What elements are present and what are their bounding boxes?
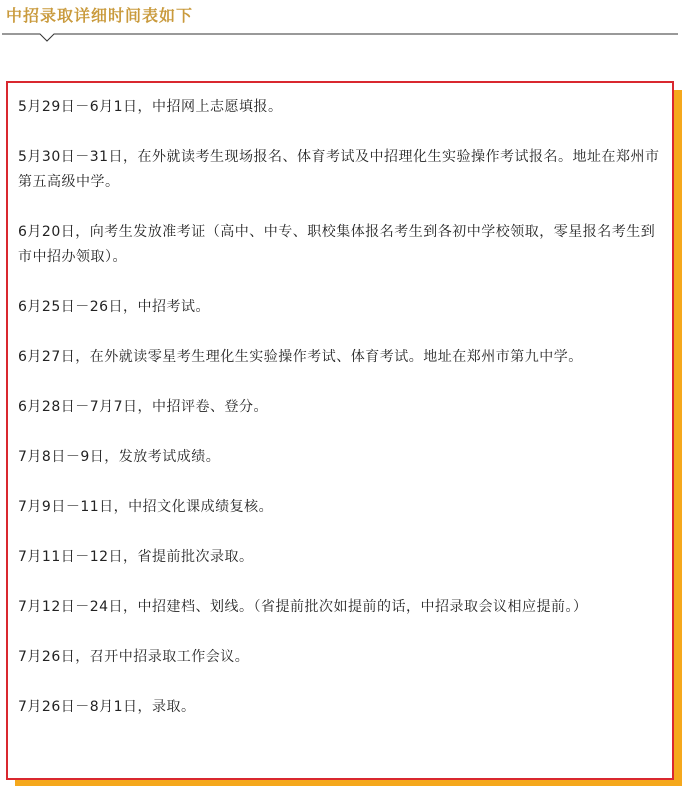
schedule-item: 7月12日－24日，中招建档、划线。（省提前批次如提前的话，中招录取会议相应提前。） [18,599,588,615]
schedule-item: 6月20日，向考生发放准考证（高中、中专、职校集体报名考生到各初中学校领取，零星报名考生到市中招办领取）。 [18,224,656,265]
schedule-panel [6,81,674,780]
schedule-item: 6月28日－7月7日，中招评卷、登分。 [18,399,269,415]
section-header [0,0,689,48]
schedule-item: 7月8日－9日，发放考试成绩。 [18,449,221,465]
schedule-item: 5月30日－31日，在外就读考生现场报名、体育考试及中招理化生实验操作考试报名。地址在郑州市第五高级中学。 [18,149,660,190]
schedule-item: 5月29日－6月1日，中招网上志愿填报。 [18,99,283,115]
schedule-item: 6月25日－26日，中招考试。 [18,299,211,315]
schedule-item: 7月26日－8月1日，录取。 [18,699,196,715]
schedule-item: 7月11日－12日，省提前批次录取。 [18,549,254,565]
schedule-item: 7月26日，召开中招录取工作会议。 [18,649,250,665]
section-title: 中招录取详细时间表如下 [6,6,194,25]
schedule-item: 7月9日－11日，中招文化课成绩复核。 [18,499,274,515]
schedule-item: 6月27日，在外就读零星考生理化生实验操作考试、体育考试。地址在郑州市第九中学。 [18,349,583,365]
schedule-list [18,95,664,745]
title-divider [0,33,680,45]
